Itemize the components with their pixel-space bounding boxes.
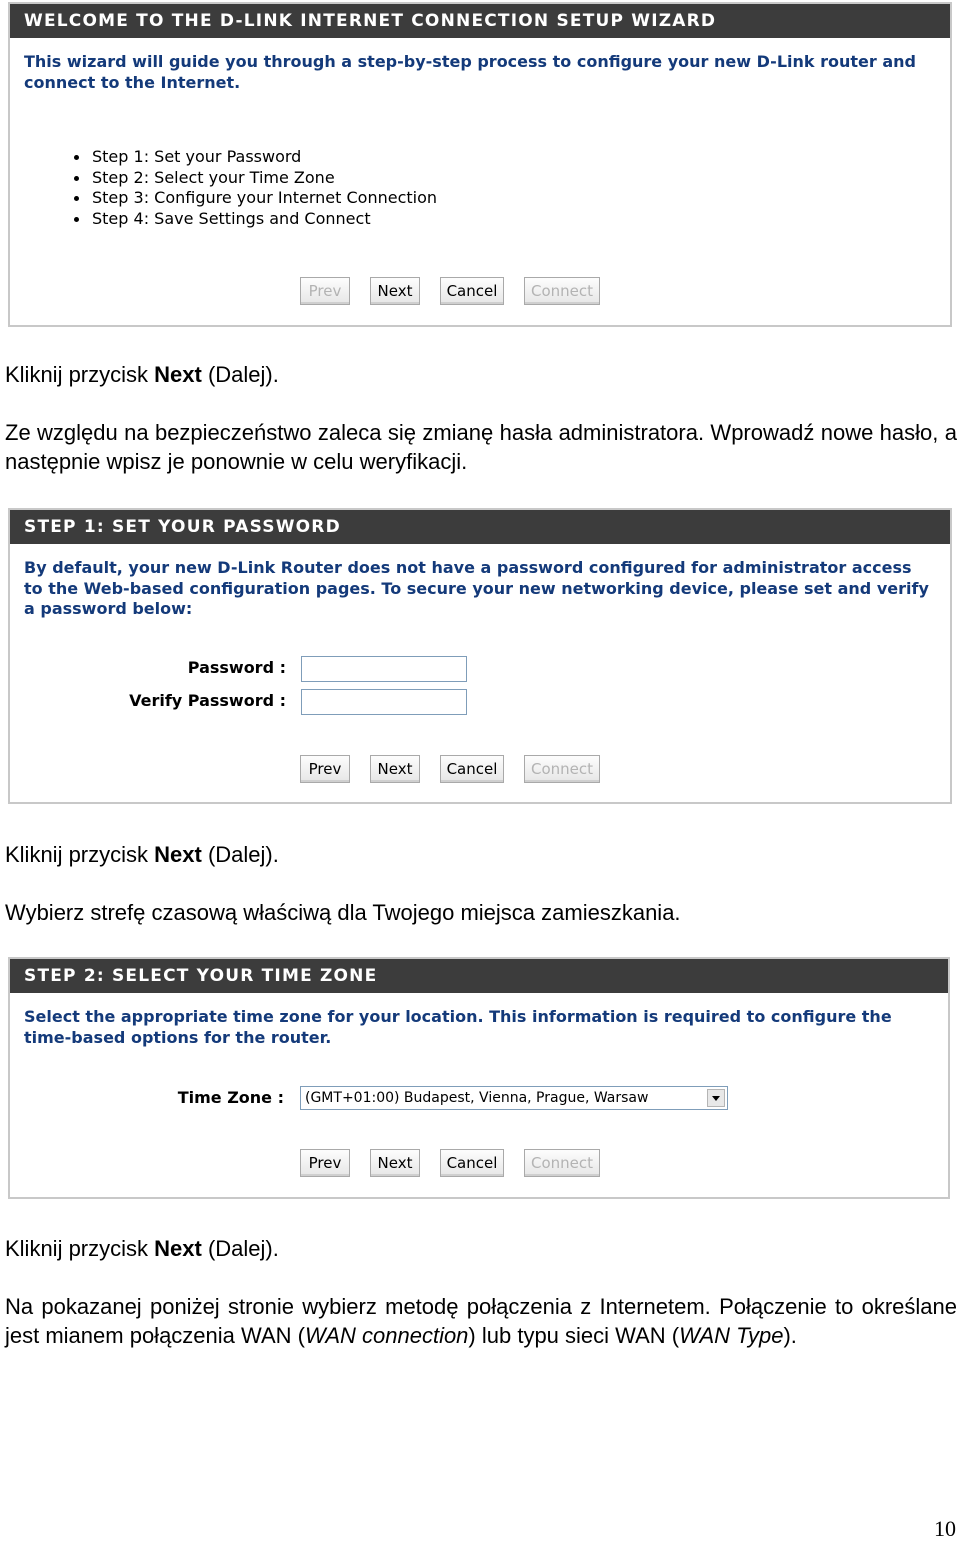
instruction-next-2	[5, 840, 957, 869]
cancel-button[interactable]: Cancel	[440, 277, 504, 305]
step2-title: STEP 2: SELECT YOUR TIME ZONE	[10, 959, 948, 993]
password-input[interactable]	[301, 656, 467, 682]
instruction-bold: Next	[154, 842, 202, 867]
timezone-label: Time Zone :	[177, 1088, 284, 1107]
prev-button[interactable]: Prev	[300, 277, 350, 305]
instruction-next-1	[5, 360, 957, 389]
timezone-select[interactable]	[300, 1086, 728, 1110]
connect-button[interactable]: Connect	[524, 277, 600, 305]
instruction-text: Kliknij przycisk	[5, 362, 155, 387]
prev-button[interactable]: Prev	[300, 1149, 350, 1177]
next-button[interactable]: Next	[370, 277, 420, 305]
step2-panel	[8, 957, 950, 1199]
next-button[interactable]: Next	[370, 755, 420, 783]
instruction-bold: Next	[154, 362, 202, 387]
paragraph-italic: WAN connection	[304, 1323, 469, 1348]
step2-button-row	[300, 1149, 600, 1177]
instruction-next-3	[5, 1234, 957, 1263]
verify-password-input[interactable]	[301, 689, 467, 715]
list-item: Step 1: Set your Password	[74, 147, 437, 168]
timezone-selected-value: (GMT+01:00) Budapest, Vienna, Prague, Warsaw	[305, 1090, 649, 1106]
step1-panel	[8, 508, 952, 804]
step2-description: Select the appropriate time zone for your location. This information is required to configure the time-based options for the router.	[24, 1007, 892, 1047]
wizard-step-list	[74, 147, 437, 229]
connect-button[interactable]: Connect	[524, 1149, 600, 1177]
step1-description: By default, your new D-Link Router does not have a password configured for administrator access to the Web-based configuration pages. To secure your new networking device, please set and verify a password below:	[24, 558, 929, 618]
instruction-text: Kliknij przycisk	[5, 1236, 155, 1261]
password-paragraph: Ze względu na bezpieczeństwo zaleca się zmianę hasła administratora. Wprowadź nowe hasło, a następnie wpisz je ponownie w celu weryfikacji.	[5, 420, 957, 474]
instruction-text: Kliknij przycisk	[5, 842, 155, 867]
welcome-wizard-panel	[8, 2, 952, 327]
verify-password-label: Verify Password :	[129, 691, 286, 710]
instruction-text: (Dalej).	[201, 362, 279, 387]
page-number: 10	[934, 1516, 956, 1541]
instruction-bold: Next	[154, 1236, 202, 1261]
instruction-text: (Dalej).	[201, 1236, 279, 1261]
chevron-down-icon[interactable]	[707, 1089, 725, 1107]
welcome-wizard-title: WELCOME TO THE D-LINK INTERNET CONNECTION SETUP WIZARD	[10, 4, 950, 38]
paragraph-italic: WAN Type	[679, 1323, 784, 1348]
paragraph-text: ).	[783, 1323, 797, 1348]
next-button[interactable]: Next	[370, 1149, 420, 1177]
welcome-wizard-description: This wizard will guide you through a step-by-step process to configure your new D-Link router and connect to the Internet.	[24, 52, 916, 92]
timezone-paragraph: Wybierz strefę czasową właściwą dla Twojego miejsca zamieszkania.	[5, 900, 681, 925]
cancel-button[interactable]: Cancel	[440, 755, 504, 783]
list-item: Step 4: Save Settings and Connect	[74, 209, 437, 230]
step1-title: STEP 1: SET YOUR PASSWORD	[10, 510, 950, 544]
password-label: Password :	[187, 658, 286, 677]
connect-button[interactable]: Connect	[524, 755, 600, 783]
instruction-text: (Dalej).	[201, 842, 279, 867]
list-item: Step 3: Configure your Internet Connection	[74, 188, 437, 209]
paragraph-text: Na pokazanej poniżej stronie wybierz metodę połączenia z Internetem. Połączenie to określane jest mianem połączenia WAN (	[5, 1294, 957, 1348]
wizard-button-row	[300, 277, 600, 305]
paragraph-text: ) lub typu sieci WAN (	[468, 1323, 680, 1348]
cancel-button[interactable]: Cancel	[440, 1149, 504, 1177]
step1-button-row	[300, 755, 600, 783]
prev-button[interactable]: Prev	[300, 755, 350, 783]
wan-paragraph	[5, 1292, 957, 1350]
list-item: Step 2: Select your Time Zone	[74, 168, 437, 189]
